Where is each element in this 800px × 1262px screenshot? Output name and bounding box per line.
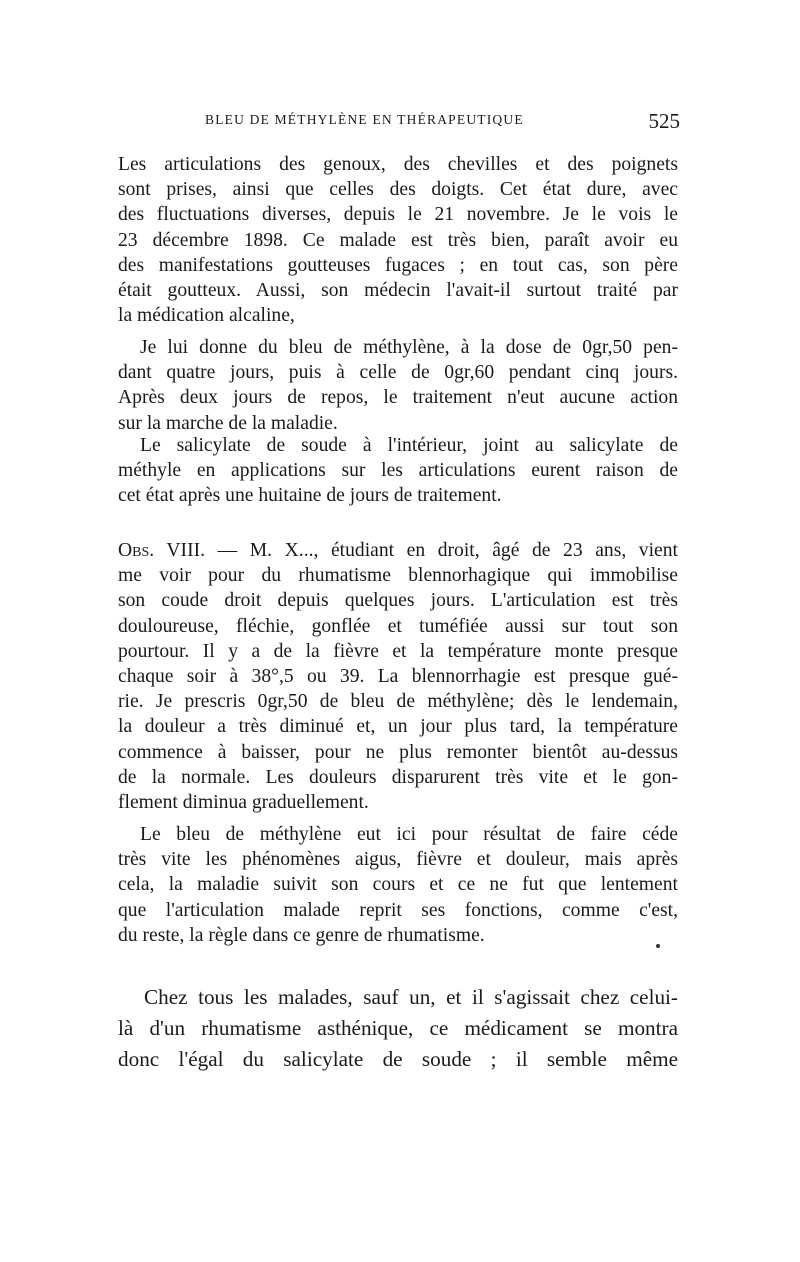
paragraph-2 [118,335,678,436]
text-line: était goutteux. Aussi, son médecin l'avait-il surtout traité par [118,280,678,302]
ink-speck [656,944,660,948]
text-line: Chez tous les malades, sauf un, et il s'agissait chez celui- [144,985,678,1009]
text-line: la médication alcaline, [118,305,295,327]
observation-label: Obs. VIII. [118,540,206,561]
text-line: dant quatre jours, puis à celle de 0gr,60 pendant cinq jours. [118,362,678,384]
text-line: Je lui donne du bleu de méthylène, à la dose de 0gr,50 pen- [140,337,678,358]
text-line: Le bleu de méthylène eut ici pour résultat de faire céde [140,824,678,845]
text-line: rie. Je prescris 0gr,50 de bleu de méthylène; dès le lendemain, [118,691,678,713]
observation-first-line: — M. X..., étudiant en droit, âgé de 23 ans, vient [217,540,678,561]
text-line: donc l'égal du salicylate de soude ; il semble même [118,1047,678,1071]
text-line: là d'un rhumatisme asthénique, ce médicament se montra [118,1016,678,1040]
running-head [205,109,680,142]
text-line: Après deux jours de repos, le traitement n'eut aucune action [118,387,678,409]
text-line: douloureuse, fléchie, gonflée et tuméfiée aussi sur tout son [118,615,678,637]
text-line: de la normale. Les douleurs disparurent très vite et le gon- [118,766,678,788]
text-line: sur la marche de la maladie. [118,412,338,434]
text-line: me voir pour du rhumatisme blennorhagique qui immobilise [118,565,678,587]
text-line: commence à baisser, pour ne plus remonter bientôt au-dessus [118,741,678,763]
text-line: Le salicylate de soude à l'intérieur, joint au salicylate de [140,435,678,456]
text-line: Les articulations des genoux, des chevilles et des poignets [118,154,678,175]
text-line: des fluctuations diverses, depuis le 21 novembre. Je le vois le [118,204,678,226]
text-line: cet état après une huitaine de jours de traitement. [118,485,502,507]
closing-paragraph [118,982,678,1075]
text-line: très vite les phénomènes aigus, fièvre et douleur, mais après [118,849,678,871]
text-line: du reste, la règle dans ce genre de rhumatisme. [118,924,485,946]
page-number: 525 [648,109,680,133]
text-line: sont prises, ainsi que celles des doigts. Cet état dure, avec [118,179,678,201]
text-line: chaque soir à 38°,5 ou 39. La blennorrhagie est presque gué- [118,666,678,688]
text-line: que l'articulation malade reprit ses fonctions, comme c'est, [118,899,678,921]
text-line: 23 décembre 1898. Ce malade est très bien, paraît avoir eu [118,229,678,251]
text-line: flement diminua graduellement. [118,792,369,814]
observation-conclusion [118,822,678,948]
text-line: la douleur a très diminué et, un jour plus tard, la température [118,716,678,738]
running-title: BLEU DE MÉTHYLÈNE EN THÉRAPEUTIQUE [205,112,524,127]
observation-viii [118,538,678,815]
text-line: méthyle en applications sur les articulations eurent raison de [118,460,678,482]
paragraph-3 [118,433,678,509]
text-line: cela, la maladie suivit son cours et ce ne fut que lentement [118,874,678,896]
text-line: des manifestations goutteuses fugaces ; en tout cas, son père [118,254,678,276]
text-line: pourtour. Il y a de la fièvre et la température monte presque [118,640,678,662]
text-line: son coude droit depuis quelques jours. L'articulation est très [118,590,678,612]
text-line [118,538,678,563]
paragraph-1 [118,152,678,328]
